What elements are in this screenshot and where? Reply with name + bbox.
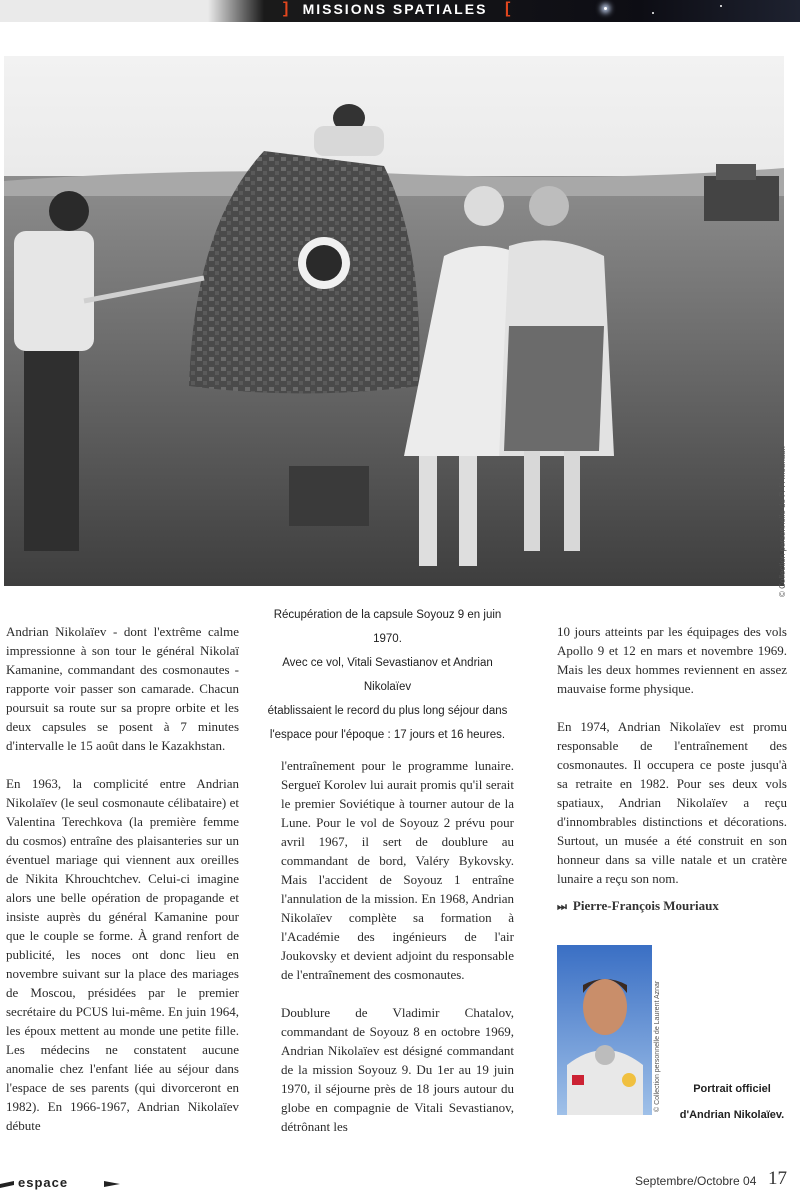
caption-line: l'espace pour l'époque : 17 jours et 16 heures. — [269, 729, 506, 741]
article-column-3 — [557, 622, 787, 907]
bracket-right: [ — [505, 0, 511, 17]
paragraph: En 1974, Andrian Nikolaïev est promu responsable de l'entraînement des cosmonautes. Il occupera ce poste jusqu'à sa retraite en 1982. Pour ses deux vols spatiaux, Andrian Nikolaïev a reçu d'innombrables distinctions et décorations. Surtout, un musée a été construit en son honneur dans sa ville natale et un cratère lunaire a reçu son nom. — [557, 719, 787, 886]
skip-forward-icon: ⏭ — [557, 900, 567, 913]
paragraph: Doublure de Vladimir Chatalov, commandant de Soyouz 8 en octobre 1969, Andrian Nikolaïev est désigné commandant de la mission Soyouz 9. Du 1er au 19 juin 1970, il séjourne près de 18 jours autour du globe en compagnie de Vitali Sevastianov, détrônant les — [281, 1005, 514, 1134]
article-column-2 — [281, 756, 514, 1155]
caption-line: d'Andrian Nikolaïev. — [679, 1109, 785, 1121]
star-icon — [652, 12, 654, 14]
article-column-1 — [6, 622, 239, 1154]
caption-line: Avec ce vol, Vitali Sevastianov et Andrian Nikolaïev — [282, 657, 493, 693]
section-title: MISSIONS SPATIALES — [302, 1, 488, 17]
article-author: ⏭ Pierre-François Mouriaux — [557, 898, 719, 913]
star-icon — [720, 5, 722, 7]
bracket-left: ] — [283, 0, 289, 17]
section-header — [0, 0, 800, 22]
page-number: 17 — [768, 1168, 787, 1189]
paragraph: En 1963, la complicité entre Andrian Nikolaïev (le seul cosmonaute célibataire) et Valentina Terechkova (la première femme du cosmos) entraîne des plaisanteries sur un éventuel mariage qui viennent aux oreilles de Nikita Khrouchtchev. Celui-ci imagine alors une belle opération de propagande et insiste auprès du général Kamanine pour que le couple se forme. À grand renfort de publicité, les noces ont donc lieu en novembre suivant sur la place des mariages de Moscou, présidées par le premier secrétaire du PCUS lui-même. En juin 1964, les époux mettent au monde une petite fille. Les médecins ne constatent aucune anomalie chez l'enfant liée au séjour dans l'espace de ses parents (qui divorceront en 1982). En 1966-1967, Andrian Nikolaïev débute — [6, 776, 239, 1133]
caption-line: Récupération de la capsule Soyouz 9 en juin 1970. — [273, 609, 502, 645]
portrait-photo — [557, 945, 652, 1115]
issue-date: Septembre/Octobre 04 — [635, 1174, 757, 1188]
star-icon — [604, 7, 607, 10]
capsule-recovery-photo — [4, 56, 784, 586]
paragraph: l'entraînement pour le programme lunaire. Sergueï Korolev lui aurait promis qu'il serait le premier Soviétique à tourner autour de la Lune. Pour le vol de Soyouz 2 prévu pour avril 1967, il sert de doublure au commandant de bord, Valéry Bykovsky. Mais l'accident de Soyouz 1 entraîne l'annulation de la mission. En 1968, Andrian Nikolaïev complète sa formation à l'Académie des ingénieurs de l'air Joukovsky et devient adjoint du responsable de l'entraînement des cosmonautes. — [281, 758, 514, 982]
caption-line: Portrait officiel — [693, 1083, 771, 1095]
portrait-caption — [672, 1076, 792, 1128]
caption-line: établissaient le record du plus long séjour dans — [267, 705, 508, 717]
paragraph: 10 jours atteints par les équipages des vols Apollo 9 et 12 en mars et novembre 1969. Mais les deux hommes reviennent en assez mauvaise forme physique. — [557, 624, 787, 696]
magazine-logo: espace — [18, 1175, 69, 1190]
paragraph: Andrian Nikolaïev - dont l'extrême calme impressionne à son tour le général Nikolaï Kamanine, commandant des cosmonautes - rapporte voir passer son camarade. Chacun poursuit sa route sur sa propre orbite et les deux capsules se posent à 7 minutes d'intervalle le 15 août dans le Kazakhstan. — [6, 624, 239, 753]
photo-caption — [260, 603, 515, 747]
